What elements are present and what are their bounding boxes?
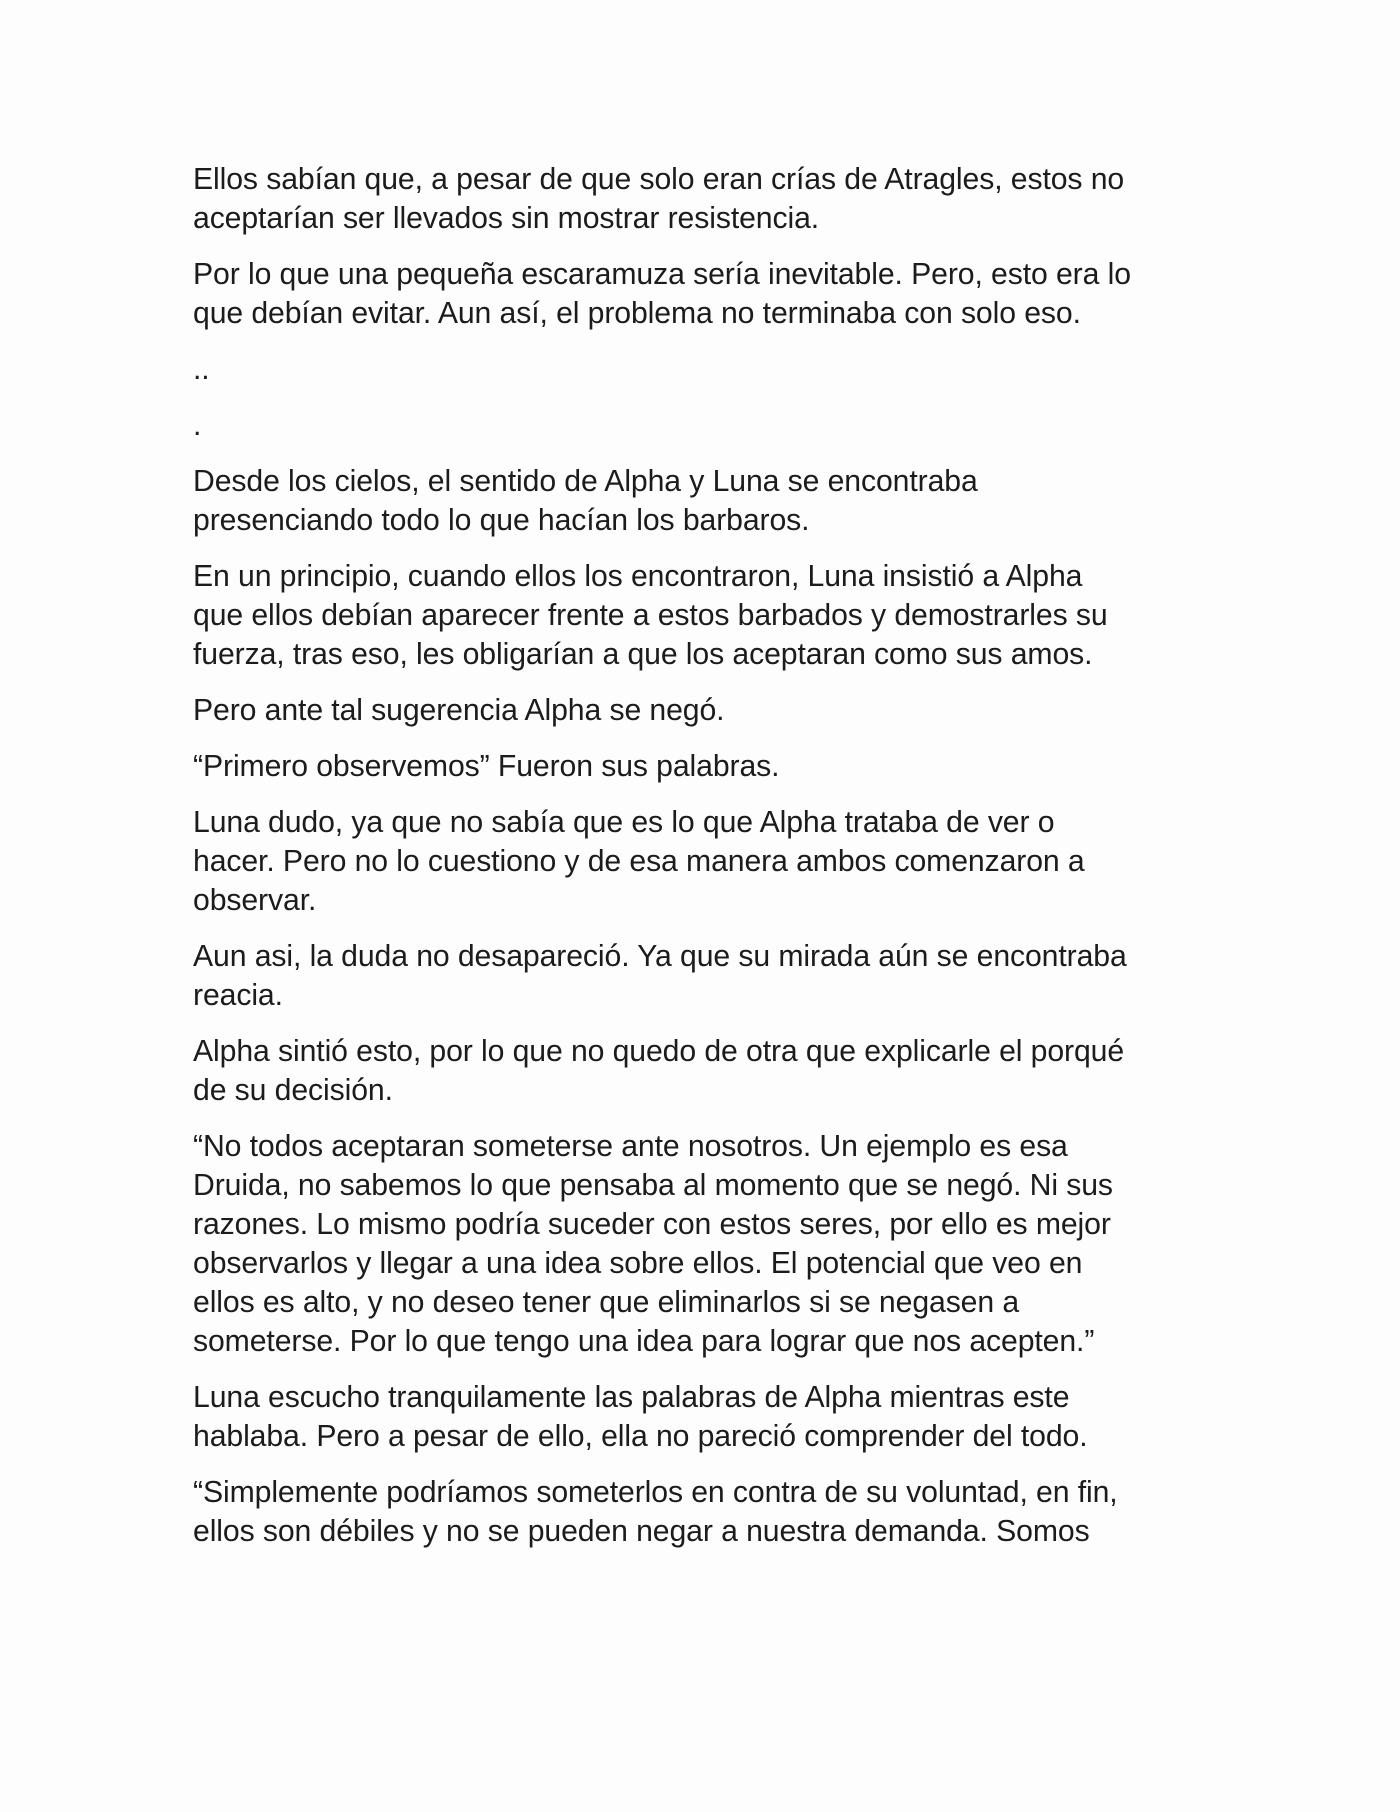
paragraph: Por lo que una pequeña escaramuza sería inevitable. Pero, esto era lo que debían evitar. Aun así, el problema no terminaba con solo eso. — [193, 258, 1131, 330]
paragraph: Pero ante tal sugerencia Alpha se negó. — [193, 694, 725, 727]
paragraph: En un principio, cuando ellos los encontraron, Luna insistió a Alpha que ellos debían aparecer frente a estos barbados y demostrarles su fuerza, tras eso, les obligarían a que los aceptaran como sus amos. — [193, 560, 1108, 671]
paragraph: Desde los cielos, el sentido de Alpha y Luna se encontraba presenciando todo lo que hacían los barbaros. — [193, 465, 978, 537]
paragraph: Luna dudo, ya que no sabía que es lo que Alpha trataba de ver o hacer. Pero no lo cuestiono y de esa manera ambos comenzaron a observar. — [193, 806, 1085, 917]
dialogue-paragraph: “No todos aceptaran someterse ante nosotros. Un ejemplo es esa Druida, no sabemos lo que pensaba al momento que se negó. Ni sus razones. Lo mismo podría suceder con estos seres, por ello es mejor observarlos y llegar a una idea sobre ellos. El potencial que veo en ellos es alto, y no deseo tener que eliminarlos si se negasen a someterse. Por lo que tengo una idea para lograr que nos acepten.” — [193, 1130, 1113, 1358]
paragraph: Aun asi, la duda no desapareció. Ya que su mirada aún se encontraba reacia. — [193, 940, 1127, 1012]
scene-break-dots: .. — [193, 353, 210, 386]
paragraph: Alpha sintió esto, por lo que no quedo de otra que explicarle el porqué de su decisión. — [193, 1035, 1125, 1107]
paragraph: Ellos sabían que, a pesar de que solo eran crías de Atragles, estos no aceptarían ser llevados sin mostrar resistencia. — [193, 163, 1125, 235]
document-body — [193, 160, 1233, 1568]
paragraph: Luna escucho tranquilamente las palabras de Alpha mientras este hablaba. Pero a pesar de ello, ella no pareció comprender del todo. — [193, 1381, 1088, 1453]
dialogue-paragraph: “Primero observemos” Fueron sus palabras. — [193, 750, 780, 783]
dialogue-paragraph: “Simplemente podríamos someterlos en contra de su voluntad, en fin, ellos son débiles y no se pueden negar a nuestra demanda. Somos — [193, 1476, 1118, 1548]
scene-break-dot: . — [193, 409, 202, 442]
